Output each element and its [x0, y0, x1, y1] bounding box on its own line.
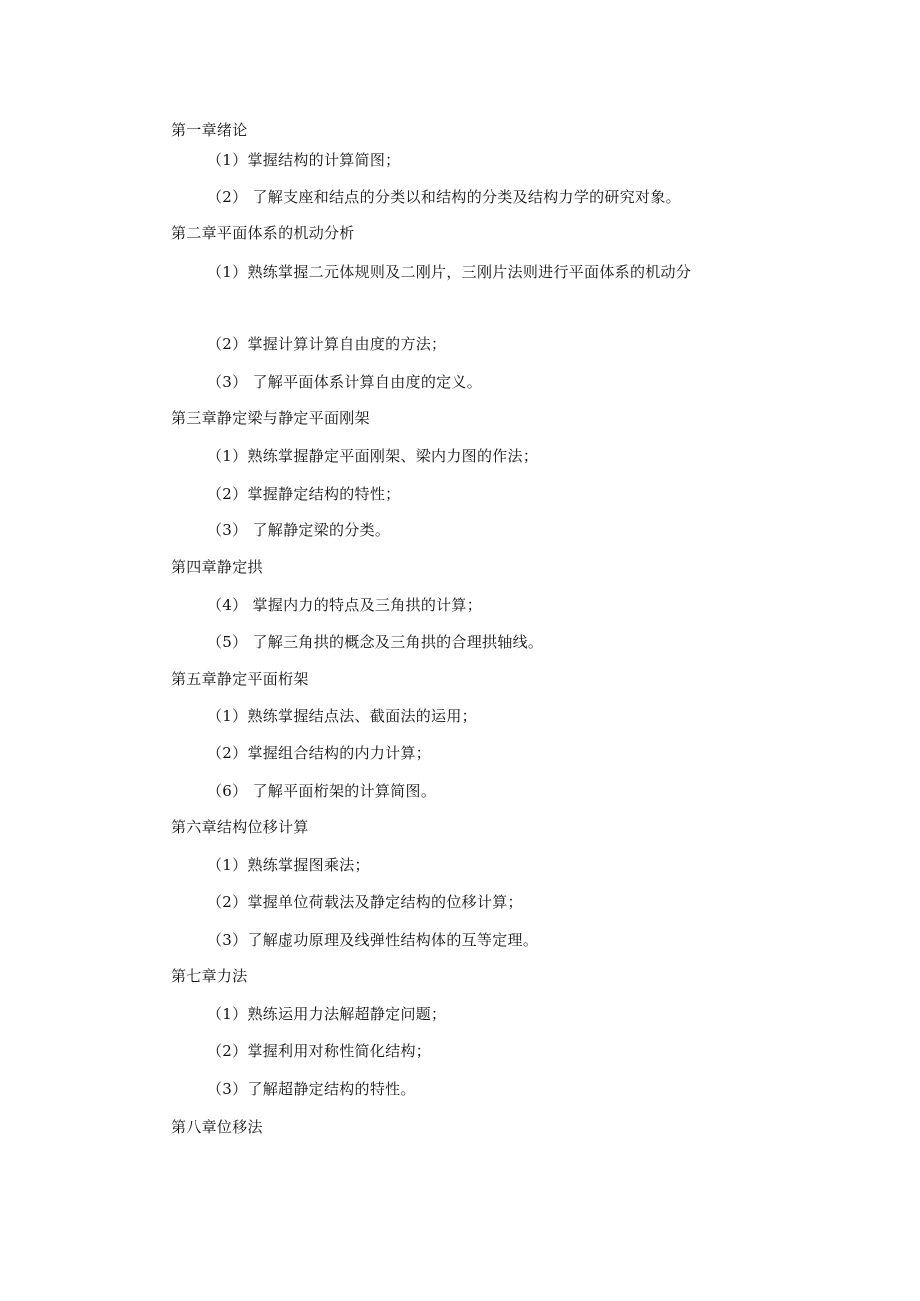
chapter-heading: 第四章静定拱 [171, 558, 263, 576]
chapter-heading: 第一章绪论 [171, 121, 248, 139]
list-item: （5） 了解三角拱的概念及三角拱的合理拱轴线。 [207, 633, 544, 651]
chapter-heading: 第八章位移法 [171, 1118, 263, 1136]
list-item: （1）熟练掌握静定平面刚架、梁内力图的作法； [207, 447, 539, 465]
list-item: （1）熟练掌握图乘法； [207, 856, 370, 874]
chapter-heading: 第六章结构位移计算 [171, 818, 309, 836]
list-item: （3）了解虚功原理及线弹性结构体的互等定理。 [207, 931, 539, 949]
chapter-heading: 第三章静定梁与静定平面刚架 [171, 409, 370, 427]
list-item: （2）掌握组合结构的内力计算； [207, 744, 432, 762]
list-item: （4） 掌握内力的特点及三角拱的计算； [207, 596, 483, 614]
list-item: （6） 了解平面桁架的计算简图。 [207, 782, 437, 800]
list-item: （1）熟练掌握结点法、截面法的运用； [207, 707, 477, 725]
list-item: （1）掌握结构的计算简图； [207, 151, 401, 169]
list-item: （2）掌握计算计算自由度的方法； [207, 335, 447, 353]
chapter-heading: 第二章平面体系的机动分析 [171, 224, 355, 242]
list-item: （1）熟练掌握二元体规则及二刚片，三刚片法则进行平面体系的机动分 [207, 263, 692, 281]
list-item: （3） 了解静定梁的分类。 [207, 521, 391, 539]
list-item: （3） 了解平面体系计算自由度的定义。 [207, 373, 483, 391]
chapter-heading: 第七章力法 [171, 967, 248, 985]
list-item: （2）掌握利用对称性简化结构； [207, 1042, 432, 1060]
list-item: （2） 了解支座和结点的分类以和结构的分类及结构力学的研究对象。 [207, 188, 681, 206]
list-item: （2）掌握单位荷载法及静定结构的位移计算； [207, 893, 523, 911]
list-item: （1）熟练运用力法解超静定问题； [207, 1005, 447, 1023]
list-item: （2）掌握静定结构的特性； [207, 485, 401, 503]
list-item: （3）了解超静定结构的特性。 [207, 1080, 416, 1098]
chapter-heading: 第五章静定平面桁架 [171, 670, 309, 688]
